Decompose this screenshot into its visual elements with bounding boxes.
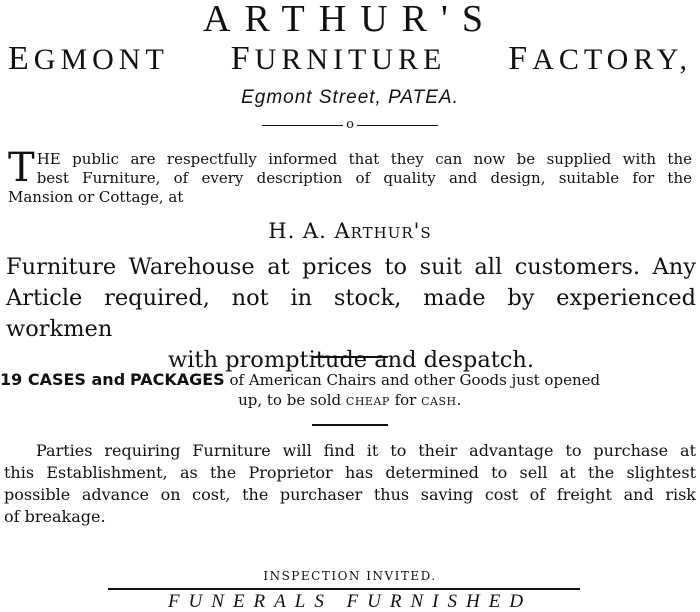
cases-rest: of American Chairs and other Goods just opened [229,371,601,389]
cases-cheap: cheap [345,391,390,409]
cases-cash: cash. [421,391,462,409]
parties-paragraph [4,440,696,528]
funerals-footer: FUNERALS FURNISHED [167,591,533,612]
ornament-circle: o [346,117,354,132]
subtitle-word-furniture: FURNITURE [230,40,447,77]
cases-for: for [394,391,417,409]
cases-notice [0,370,700,410]
ad-title: ARTHUR'S [203,0,497,40]
address-line: Egmont Street, PATEA. [241,87,459,108]
warehouse-line-3: with promptitude and despatch. [167,347,535,373]
parties-line-3: possible advance on cost, the purchaser thus saving cost of freight and risk [4,485,696,504]
intro-line-3: Mansion or Cottage, at [8,188,184,206]
warehouse-line-1: Furniture Warehouse at prices to suit all customers. Any [6,254,696,280]
drop-cap: T [8,145,35,191]
subtitle-word-egmont: EGMONT [8,40,169,77]
parties-line-2: this Establishment, as the Proprietor has determined to sell at the slightest [4,463,696,482]
intro-line-2: best Furniture, of every description of quality and design, suitable for the [36,169,692,187]
intro-line-1: HE public are respectfully informed that they can now be supplied with the [36,150,692,168]
cases-bold-count: 19 CASES and [0,370,126,389]
cases-bold-packages: PACKAGES [129,370,225,389]
proprietor-name: H. A. Arthur's [268,219,432,243]
ornament-rule-right [357,125,438,126]
warehouse-line-2: Article required, not in stock, made by experienced workmen [6,285,696,342]
cases-line-1 [0,370,700,390]
cases-line2-start: up, to be sold [238,391,342,409]
cases-line-2 [0,390,700,410]
parties-line-1: Parties requiring Furniture will find it to their advantage to purchase at [36,441,696,460]
inspection-notice: INSPECTION INVITED. [263,569,437,583]
section-rule-1 [312,356,388,358]
section-rule-2 [312,424,388,426]
subtitle-word-factory: FACTORY, [508,40,692,77]
ornament-rule-left [262,125,343,126]
ornament-divider [262,116,438,134]
footer-rule [108,588,580,590]
parties-line-4: of breakage. [4,507,106,526]
ad-subtitle [8,42,692,77]
intro-paragraph [8,145,692,207]
